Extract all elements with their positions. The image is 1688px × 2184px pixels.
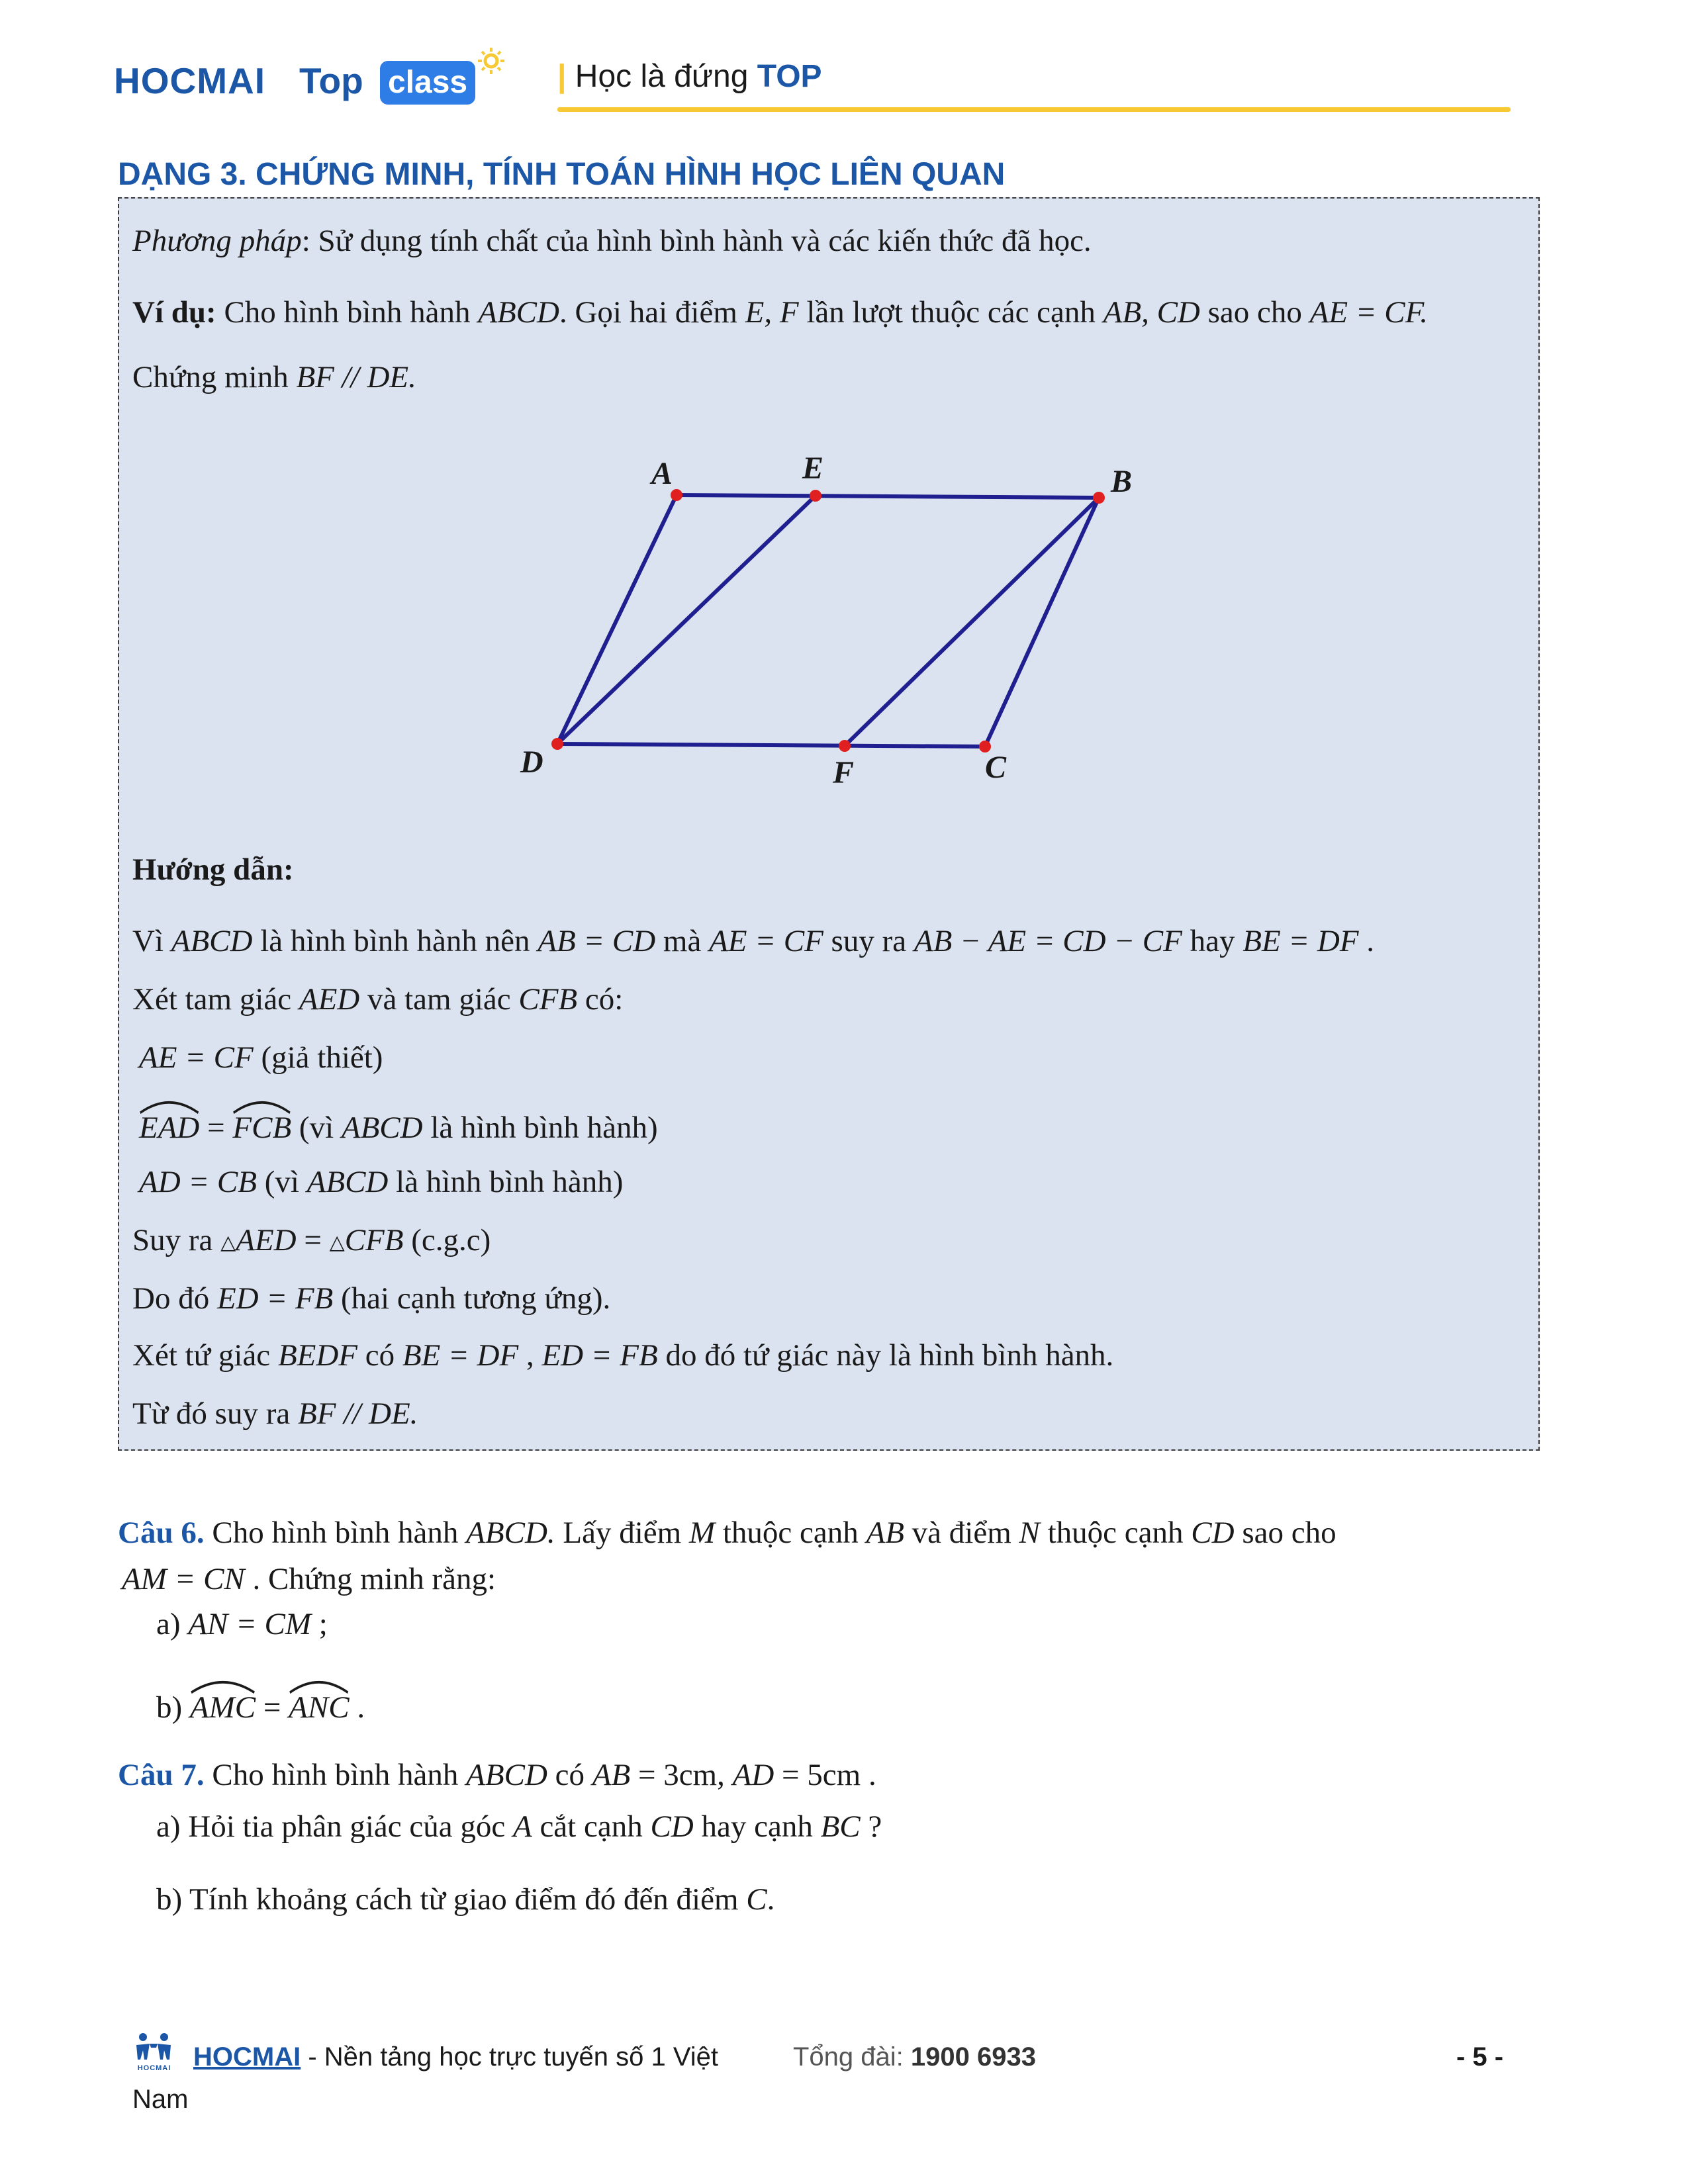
brand-class-badge: class	[380, 61, 475, 105]
footer-brand-link[interactable]: HOCMAI	[193, 2042, 301, 2071]
guide-line-9: Từ đó suy ra BF // DE.	[132, 1396, 418, 1431]
question-7-a: a) Hỏi tia phân giác của góc A cắt cạnh CD hay cạnh BC ?	[156, 1809, 882, 1844]
footer-hotline: Tổng đài: 1900 6933	[793, 2042, 1036, 2071]
guide-line-1: Vì ABCD là hình bình hành nên AB = CD mà AE = CF suy ra AB − AE = CD − CF hay BE = DF .	[132, 924, 1375, 958]
point-F	[839, 740, 851, 752]
question-6-b: b) AMC = ANC .	[156, 1681, 365, 1727]
section-title: DẠNG 3. CHỨNG MINH, TÍNH TOÁN HÌNH HỌC LIÊN QUAN	[118, 157, 1006, 192]
prove-line: Chứng minh BF // DE.	[132, 360, 416, 394]
label-F: F	[833, 755, 855, 790]
question-6-line-2: AM = CN . Chứng minh rằng:	[122, 1562, 496, 1596]
label-A: A	[651, 456, 673, 491]
question-7-b: b) Tính khoảng cách từ giao điểm đó đến điểm C.	[156, 1882, 775, 1917]
segment-ED	[557, 496, 816, 744]
brand-top: Top	[299, 60, 363, 101]
guide-line-7: Do đó ED = FB (hai cạnh tương ứng).	[132, 1281, 611, 1316]
footer-logo	[132, 2032, 176, 2073]
point-B	[1093, 492, 1105, 504]
guide-line-4: EAD = FCB (vì ABCD là hình bình hành)	[139, 1101, 658, 1148]
angle-ANC: ANC	[289, 1681, 349, 1727]
segment-BF	[845, 498, 1099, 746]
guide-line-5: AD = CB (vì ABCD là hình bình hành)	[139, 1165, 624, 1199]
triangle-icon: △	[329, 1232, 345, 1254]
edge-AD	[557, 495, 677, 744]
angle-FCB: FCB	[232, 1101, 291, 1148]
question-7: Câu 7. Cho hình bình hành ABCD có AB = 3cm, AD = 5cm .	[118, 1758, 876, 1792]
label-E: E	[802, 451, 824, 486]
edge-AB	[677, 495, 1099, 498]
footer-text: HOCMAI - Nền tảng học trực tuyến số 1 Việt	[193, 2042, 719, 2071]
brand-hocmai: HOCMAI	[114, 60, 266, 101]
angle-AMC: AMC	[190, 1681, 256, 1727]
footer-logo-text: HOCMAI	[137, 2064, 171, 2072]
question-6-a: a) AN = CM ;	[156, 1607, 328, 1641]
guide-label: Hướng dẫn:	[132, 852, 294, 887]
footer-nam: Nam	[132, 2085, 189, 2114]
guide-line-2: Xét tam giác AED và tam giác CFB có:	[132, 982, 624, 1017]
edge-DC	[557, 744, 985, 747]
triangle-icon: △	[220, 1232, 236, 1254]
point-E	[810, 490, 821, 502]
label-C: C	[985, 750, 1007, 785]
guide-line-6: Suy ra △AED = △CFB (c.g.c)	[132, 1223, 491, 1257]
guide-line-8: Xét tứ giác BEDF có BE = DF , ED = FB do đó tứ giác này là hình bình hành.	[132, 1338, 1114, 1373]
page-number: - 5 -	[1456, 2042, 1504, 2071]
label-D: D	[520, 745, 543, 780]
point-D	[551, 738, 563, 750]
guide-line-3: AE = CF (giả thiết)	[139, 1040, 383, 1075]
question-6: Câu 6. Cho hình bình hành ABCD. Lấy điểm M thuộc cạnh AB và điểm N thuộc cạnh CD sao cho	[118, 1516, 1336, 1550]
method-line: Phương pháp: Sử dụng tính chất của hình bình hành và các kiến thức đã học.	[132, 224, 1092, 258]
edge-BC	[985, 498, 1099, 747]
hocmai-figures-icon	[132, 2032, 176, 2061]
example-line: Ví dụ: Cho hình bình hành ABCD. Gọi hai điểm E, F lần lượt thuộc các cạnh AB, CD sao cho AE = CF.	[132, 295, 1429, 330]
header-tagline: | Học là đứng TOP	[557, 59, 822, 94]
label-B: B	[1111, 464, 1133, 499]
angle-EAD: EAD	[139, 1101, 199, 1148]
